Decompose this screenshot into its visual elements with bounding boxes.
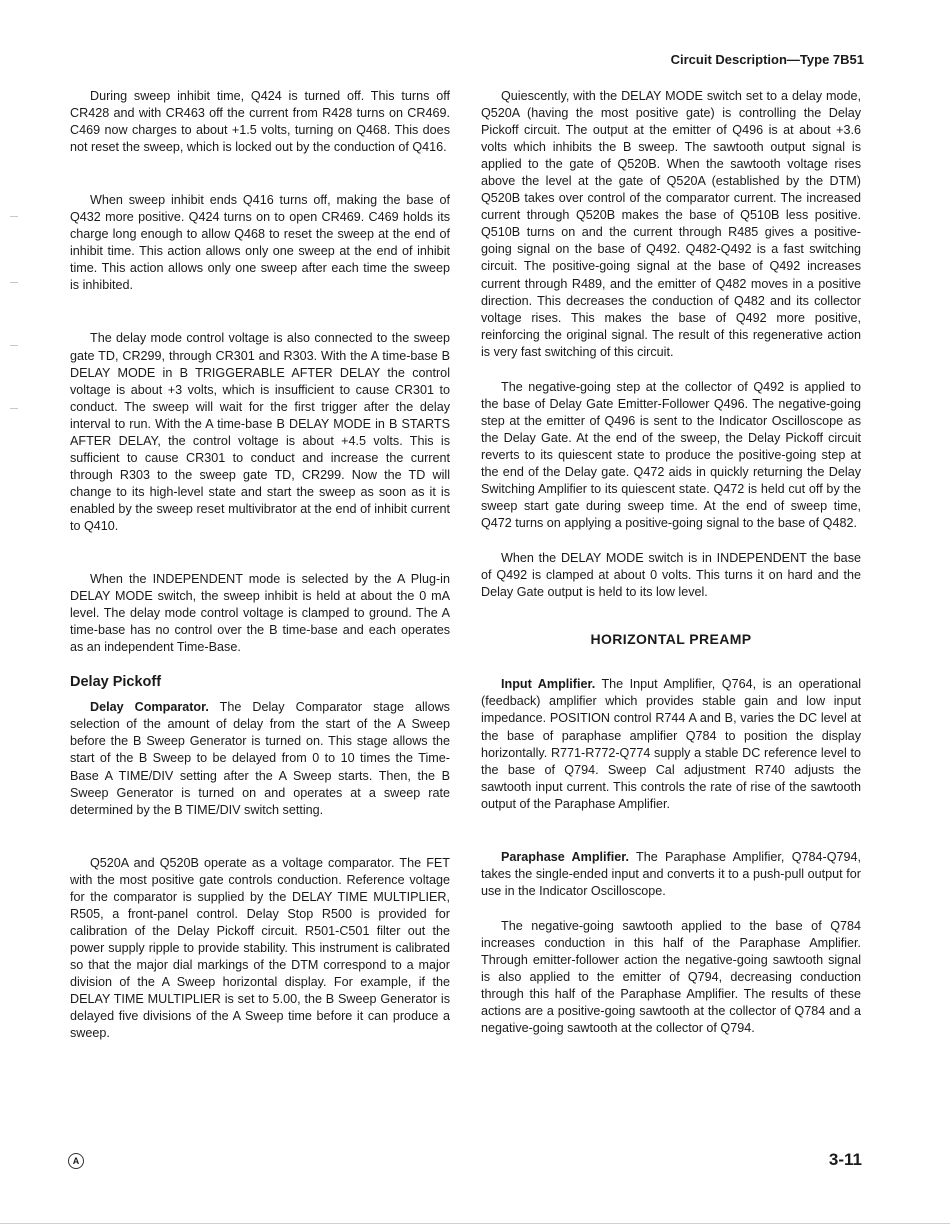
paragraph: During sweep inhibit time, Q424 is turned off. This turns off CR428 and with CR463 off the current from R428 turns on CR469. C469 now charges to about +1.5 volts, turning on Q468. This does not reset the sweep, which is locked out by the conduction of Q416.	[70, 89, 450, 155]
margin-tick	[10, 282, 18, 283]
running-header: Circuit Description—Type 7B51	[670, 52, 864, 67]
run-in-heading: Input Amplifier.	[501, 677, 596, 692]
run-in-heading: Paraphase Amplifier.	[501, 849, 629, 864]
run-in-heading: Delay Comparator.	[90, 700, 209, 715]
paragraph: Q520A and Q520B operate as a voltage comparator. The FET with the most positive gate controls conduction. Reference voltage for the comparator is supplied by the DELAY TIME MULTIPLIER, R505, a front-panel control. Delay Stop R500 is provided for calibration of the Delay Pickoff circuit. R501-C501 filter out the power supply ripple to provide stability. This instrument is calibrated so that the major dial markings of the DTM correspond to a major division of the A Sweep horizontal display. For example, if the DELAY TIME MULTIPLIER is set to 5.00, the B Sweep Generator is delayed five divisions of the A Sweep time before it can produce a sweep.	[70, 855, 450, 1041]
paragraph: Quiescently, with the DELAY MODE switch set to a delay mode, Q520A (having the most positive gate) is controlling the Delay Pickoff circuit. The output at the emitter of Q496 is at about +3.6 volts which inhibits the B sweep. The sawtooth output signal is applied to the gate of Q520B. When the sawtooth voltage rises above the level at the gate of Q520A (established by the DTM) Q520B takes over control of the comparator current. The increased current through Q520B makes the base of Q510B less positive. Q510B turns on and the current through R485 gives a positive-going signal on the base of Q492. Q482-Q492 is a fast switching circuit. The positive-going signal at the base of Q492 increases current through R489, and the emitter of Q482 moves in a positive direction. This decreases the conduction of Q482 and its collector voltage rises. This makes the base of Q492 more positive, reinforcing the original signal. The result of this regenerative action is very fast switching of this circuit.	[481, 89, 861, 359]
paragraph: The negative-going sawtooth applied to the base of Q784 increases conduction in this half of the Paraphase Amplifier. Through emitter-follower action the negative-going sawtooth signal is also applied to the emitter of Q794, decreasing conduction through this half of the Paraphase Amplifier. The results of these actions are a positive-going sawtooth at the collector of Q784 and a negative-going sawtooth at the collector of Q794.	[481, 918, 861, 1036]
margin-tick	[10, 408, 18, 409]
page-number: 3-11	[828, 1150, 862, 1169]
paragraph-text: The Input Amplifier, Q764, is an operational (feedback) amplifier which provides stable gain and low input impedance. POSITION control R744 A and B, varies the DC level at the base of paraphase amplifier Q784 to position the display horizontally. R771-R772-Q774 supply a stable DC reference level to the base of Q794. Sweep Cal adjustment R740 adjusts the sawtooth input current. This controls the rate of rise of the sawtooth output of the Paraphase Amplifier.	[481, 677, 861, 811]
paragraph: The delay mode control voltage is also connected to the sweep gate TD, CR299, through CR301 and R303. With the A time-base B DELAY MODE in B TRIGGERABLE AFTER DELAY the control voltage is about +3 volts, which is insufficient to cause CR301 to conduct. The sweep will wait for the first trigger after the delay interval to run. With the A time-base B DELAY MODE in B STARTS AFTER DELAY, the control voltage is about +4.5 volts. This is sufficient to cause CR301 to conduct and increase the current through R303 to the sweep gate TD, CR299. Now the TD will change to its high-level state and start the sweep as soon as it is enabled by the sweep reset multivibrator at the end of inhibit current to Q410.	[70, 331, 450, 533]
margin-tick	[10, 216, 18, 217]
paragraph-text: The Delay Comparator stage allows selection of the amount of delay from the start of the A Sweep before the B Sweep Generator is turned on. This stage allows the start of the B Sweep to be delayed from 0 to 10 times the Time-Base A TIME/DIV setting after the A Sweep starts. Then, the B Sweep Generator is turned on and operates at a sweep rate determined by the B TIME/DIV switch setting.	[70, 700, 450, 817]
left-column	[70, 88, 450, 1042]
paragraph: When the DELAY MODE switch is in INDEPENDENT the base of Q492 is clamped at about 0 volts. This turns it on hard and the Delay Gate output is held to its low level.	[481, 551, 861, 600]
paragraph	[70, 699, 450, 818]
paragraph	[481, 676, 861, 812]
paragraph: When sweep inhibit ends Q416 turns off, making the base of Q432 more positive. Q424 turns on to open CR469. C469 holds its charge long enough to allow Q468 to reset the sweep at the end of inhibit time. This action allows only one sweep at the end of inhibit time. This action allows only one sweep after each time the sweep is inhibited.	[70, 193, 450, 293]
bottom-rule	[0, 1223, 950, 1224]
paragraph: When the INDEPENDENT mode is selected by the A Plug-in DELAY MODE switch, the sweep inhibit is held at about the 0 mA level. The delay mode control voltage is clamped to ground. The A time-base has no control over the B time-base and each operates as an independent Time-Base.	[70, 572, 450, 655]
paragraph: The negative-going step at the collector of Q492 is applied to the base of Delay Gate Emitter-Follower Q496. The negative-going step at the emitter of Q496 is sent to the Indicator Oscilloscope as the Delay Gate. At the end of the sweep, the Delay Pickoff circuit reverts to its quiescent state to produce the positive-going step at the end of the Delay gate. Q472 aids in quickly returning the Delay Switching Amplifier to its quiescent state. Q472 is held cut off by the sweep start gate during sweep time. At the end of sweep time, Q472 turns on applying a positive-going signal to the base of Q482.	[481, 379, 861, 531]
paragraph	[481, 849, 861, 900]
margin-tick	[10, 345, 18, 346]
section-heading: HORIZONTAL PREAMP	[590, 631, 752, 648]
publisher-mark: A	[68, 1153, 84, 1169]
paragraph-text: The Paraphase Amplifier, Q784-Q794, takes the single-ended input and converts it to a push-pull output for use in the Indicator Oscilloscope.	[481, 849, 862, 898]
right-column	[481, 88, 861, 1037]
section-heading: Delay Pickoff	[70, 674, 162, 691]
